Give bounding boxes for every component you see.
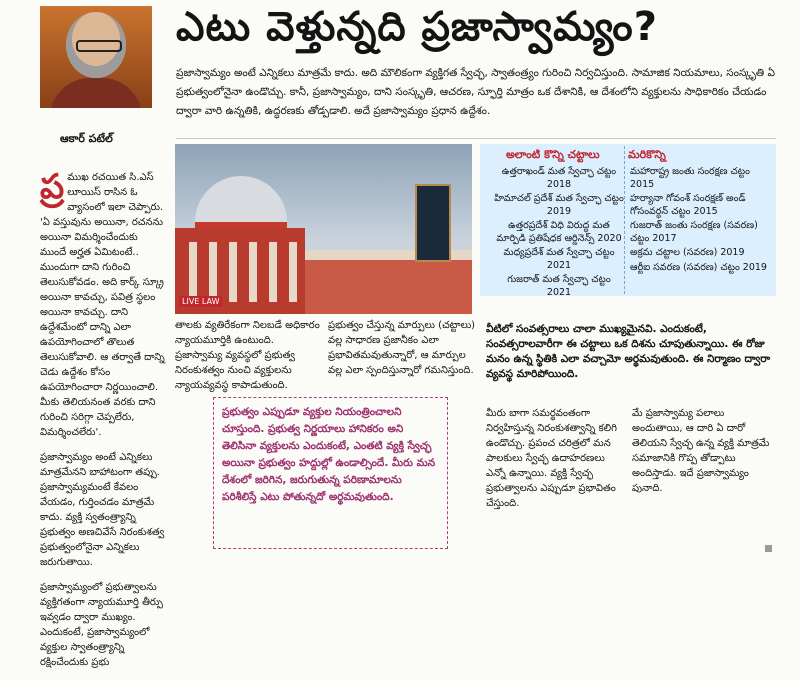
- paragraph: తాలకు వ్యతిరేకంగా నిలబడే అధికారం న్యాయమూర్తికి ఉంటుంది. ప్రజాస్వామ్య వ్యవస్థలో ప్రభుత్వ నిరంకుశత్వం నుంచి వ్యక్తులను న్యాయవ్యవస్థ కాపాడుతుంది.: [175, 320, 320, 391]
- list-item: ఆర్టీఐ సవరణ (సవరణ) చట్టం 2019: [630, 261, 767, 273]
- list-item: మహారాష్ట్ర జంతు సంరక్షణ చట్టం 2015: [630, 166, 750, 190]
- list-item: గుజరాత్ మత స్వేచ్ఛా చట్టం 2021: [507, 274, 611, 298]
- constitution-book-icon: [415, 184, 451, 262]
- end-mark-icon: [765, 545, 772, 552]
- author-photo: [40, 6, 152, 108]
- column-4: [486, 406, 626, 521]
- laws-sidebar: [480, 144, 776, 296]
- byline: ఆకార్ పటేల్: [60, 132, 113, 145]
- list-item: ఉత్తరప్రదేశ్ విధి విరుద్ధ మత మార్పిడి ప్రతిషేధక ఆర్డినెన్స్ 2020: [496, 220, 622, 244]
- paragraph: [40, 167, 166, 440]
- sidebar-heading-right: మరికొన్ని: [628, 148, 666, 161]
- paragraph: మీరు బాగా సమర్థవంతంగా నిర్వహిస్తున్న నిరంకుశత్వాన్ని కలిగి ఉండొచ్చు. ప్రపంచ చరిత్రలో మన పాలకులు స్వేచ్ఛ ఉదాహరణలు ఎన్నో ఉన్నాయి. వ్యక్తి స్వేచ్ఛ ప్రభుత్వాలను ఎప్పుడూ ప్రభావితం చేస్తుంది.: [486, 408, 617, 509]
- list-item: గుజరాత్ జంతు సంరక్షణ (సవరణ) చట్టం 2017: [630, 220, 758, 244]
- list-item: హిమాచల్ ప్రదేశ్ మత స్వేచ్ఛా చట్టం 2019: [494, 193, 624, 217]
- laws-list-left: [494, 166, 624, 301]
- supreme-court-photo: [175, 144, 472, 314]
- paragraph-text: ముఖ రచయిత సి.ఎస్ లూయిస్ రాసిన ఓ వ్యాసంలో ఇలా చెప్పారు. 'ఏ వస్తువును అయినా, రచనను అయినా విమర్శించేందుకు ముందే అర్హత ఏమిటంటే.. ముందుగా దాని గురించి తెలుసుకోవడం. అది కార్క్ స్క్రూ అయినా కావచ్చు, పవిత్ర స్థలం అయినా కావచ్చు. దాని ఉద్దేశమేంటో దాన్ని ఎలా ఉపయోగించాలో తొలుత తెలుసుకోవాలి. ఆ తర్వాతే దాన్ని చెడు ఉద్దేశం కోసం ఉపయోగించారా నిర్ణయించాలి. మీకు తెలియనంత వరకు దాని గురించి సరిగ్గా చెప్పలేరు, విమర్శించలేరు'.: [40, 172, 165, 438]
- pull-quote: ప్రభుత్వం ఎప్పుడూ వ్యక్తుల నియంత్రించాలని చూస్తుంది. ప్రభుత్వ నిర్ణయాలు హానికరం అని తెలిసినా వ్యక్తులను ఎందుకంటే, ఎంతటి వ్యక్తి స్వేచ్ఛ అయినా ప్రభుత్వం హద్దుల్లో ఉండాల్సిందే. మీరు మన దేశంలో జరిగిన, జరుగుతున్న పరిణామాలను పరిశీలిస్తే ఎటు పోతున్నదో అర్థమవుతుంది.: [213, 397, 448, 549]
- divider: [624, 146, 626, 294]
- column-2: [175, 318, 321, 403]
- photo-credit-logo: LIVE LAW: [179, 296, 222, 307]
- paragraph: ప్రజాస్వామ్యం అంటే ఎన్నికలు మాత్రమేనని బాహాటంగా తప్పు. ప్రజాస్వామ్యమంటే కేవలం వేయడం, గుర్తించడం మాత్రమే కాదు. వ్యక్తి స్వతంత్ర్యాన్ని ప్రభుత్వం అణచివేసే నిరంకుశత్వ ప్రభుత్వంలోనైనా ఎన్నికలు జరుగుతాయి.: [40, 452, 165, 568]
- lead-text: ప్రజాస్వామ్యం అంటే ఎన్నికలు మాత్రమే కాదు. అది మౌలికంగా వ్యక్తిగత స్వేచ్ఛ, స్వాతంత్ర్యం గురించి నిర్వచిస్తుంది. సామాజిక నియమాలు, సంస్కృతి ఏ ప్రభుత్వంలోనైనా ఉండొచ్చు. కానీ, ప్రజాస్వామ్యం, దాని సంస్కృతి, ఆచరణ, స్ఫూర్తి మాత్రం ఒక దేశానికి, ఆ దేశంలోని వ్యక్తులను సాధికారికం చేయడం ద్వారా వారి ఉన్నతికి, ఉద్ధరణకు తోడ్పడాలి. అదే ప్రజాస్వామ్యం ప్రధాన ఉద్దేశం.: [176, 67, 775, 117]
- column-5: [632, 406, 776, 506]
- list-item: ఉత్తరాఖండ్ మత స్వేచ్ఛా చట్టం 2018: [501, 166, 617, 190]
- list-item: హర్యానా గోవంశ్ సంరక్షణ్ అండ్ గోసంవర్ధన్ చట్టం 2015: [630, 193, 746, 217]
- sidebar-heading-left: అలాంటి కొన్ని చట్టాలు: [506, 148, 600, 161]
- laws-list-right: [630, 166, 770, 276]
- paragraph: ప్రభుత్వం చేస్తున్న మార్పులు (చట్టాలు) వల్ల సాధారణ ప్రజానీకం ఎలా ప్రభావితమవుతున్నారో, ఆ మార్పుల వల్ల ఎలా స్పందిస్తున్నారో గమనిస్తుంది.: [328, 320, 476, 376]
- highlight-paragraph: వీటిలో సంవత్సరాలు చాలా ముఖ్యమైనవి. ఎందుకంటే, సంవత్సరాలవారీగా ఈ చట్టాలు ఒక దిశను చూపుతున్నాయి. ఈ రోజు మనం ఉన్న స్థితికి ఎలా వచ్చామో అర్థమవుతుంది. ఈ నిర్మాణం ద్వారా వ్యవస్థ మారిపోయింది.: [486, 323, 771, 380]
- paragraph: మే ప్రజాస్వామ్య పలాలు అందుతాయి, ఆ దారి ఏ దారో తెలియని స్వేచ్ఛ ఉన్న వ్యక్తి మాత్రమే సమాజానికి గొప్ప తోడ్పాటు అందిస్తాడు. ఇదే ప్రజాస్వామ్యం పునాది.: [632, 408, 770, 494]
- list-item: మధ్యప్రదేశ్ మత స్వేచ్ఛా చట్టం 2021: [503, 247, 615, 271]
- list-item: అక్రమ చట్టాల (సవరణ) 2019: [630, 247, 745, 258]
- headline: ఎటు వెళ్తున్నది ప్రజాస్వామ్యం?: [176, 4, 658, 50]
- paragraph: ప్రజాస్వామ్యంలో ప్రభుత్వాలను వ్యక్తిగతంగా న్యాయమూర్తి తీర్పు ఇవ్వడం ద్వారా ముఖ్యం. ఎందుకంటే, ప్రజాస్వామ్యంలో వ్యక్తుల స్వాతంత్ర్యాన్ని రక్షించేందుకు ప్రభు: [40, 582, 163, 668]
- column-1: [40, 167, 166, 680]
- divider: [176, 138, 776, 139]
- drop-cap: ప్ర: [40, 167, 65, 207]
- lead-paragraph: [176, 64, 786, 121]
- column-3: [328, 318, 476, 388]
